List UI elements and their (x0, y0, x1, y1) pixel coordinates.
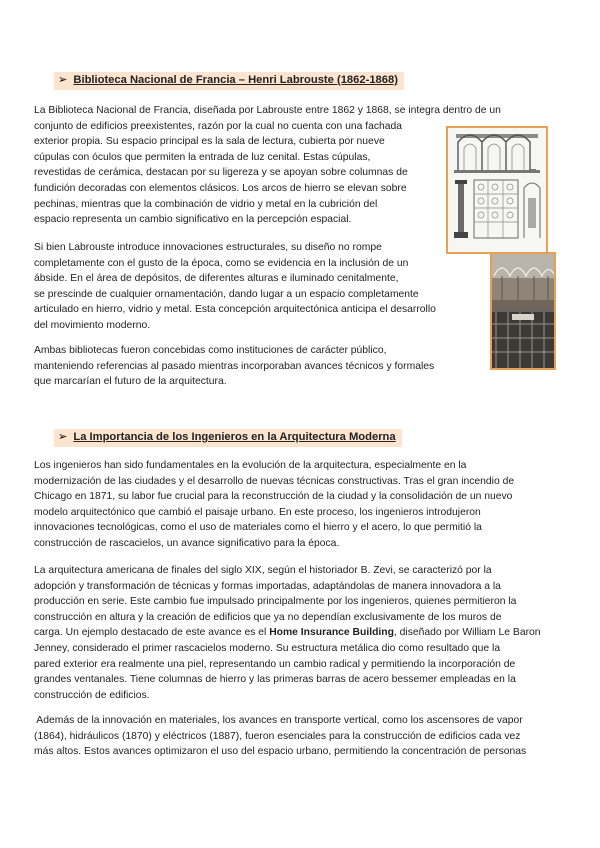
text-line: conjunto de edificios preexistentes, razón por la cual no cuenta con una fachada (34, 120, 403, 132)
text-line: La arquitectura americana de finales del siglo XIX, según el historiador B. Zevi, se caracterizó por la (34, 565, 492, 576)
paragraph-biblioteca-1 (34, 103, 501, 228)
text-line: construcción de edificios. (34, 689, 150, 701)
text-line: construcción de rascacielos, un avance significativo para la época. (34, 537, 340, 549)
library-photo-image (492, 254, 554, 368)
labrouste-section-drawing (446, 126, 548, 254)
paragraph-ingenieros-3 (34, 713, 526, 760)
text-line: pechinas, mientras que la combinación de vidrio y metal en la cubrición del (34, 198, 378, 210)
text-line: (1864), hidráulicos (1870) y eléctricos (1887), fueron esenciales para la construcción de edificios cada vez (34, 730, 521, 742)
text-line: Chicago en 1871, su labor fue crucial para la reconstrucción de la ciudad y la consolidación de un nuevo (34, 491, 513, 503)
text-line: adopción y transformación de técnicas y formas importadas, adaptándolas de manera innovadora a la (34, 580, 501, 592)
text-line: cúpulas con óculos que permiten la entrada de luz cenital. Estas cúpulas, (34, 151, 371, 163)
text-line: revestidas de cerámica, destacan por su ligereza y se apoyan sobre columnas de (34, 167, 408, 179)
text-line: espacio representa un cambio significativo en la percepción espacial. (34, 214, 352, 226)
reading-room-photos (490, 252, 556, 370)
text-line: grandes ventanales. Tiene columnas de hierro y las primeras barras de acero bessemer empleadas en la (34, 674, 516, 686)
home-insurance-building-term: Home Insurance Building (269, 627, 394, 639)
text-line: completamente con el gusto de la época, como se evidencia en la inclusión de un (34, 257, 409, 269)
text-line: articulado en hierro, vidrio y metal. Esta concepción arquitectónica anticipa el desarrollo (34, 304, 436, 316)
paragraph-biblioteca-2 (34, 240, 436, 334)
text-line: Jenney, considerado el primer rascacielos moderno. Su estructura metálica dio como resultado que la (34, 642, 501, 654)
text-fragment: , diseñado por William Le Baron (393, 627, 541, 639)
text-line: se prescinde de cualquier ornamentación, dando lugar a un espacio completamente (34, 288, 419, 300)
text-line: La Biblioteca Nacional de Francia, diseñada por Labrouste entre 1862 y 1868, se integra dentro de un (34, 105, 501, 116)
text-line: Los ingenieros han sido fundamentales en la evolución de la arquitectura, especialmente en la (34, 460, 467, 471)
text-line: producción en serie. Este cambio fue impulsado principalmente por los ingenieros, quienes permitieron la (34, 596, 517, 608)
text-line: modernización de las ciudades y el desarrollo de nuevas técnicas constructivas. Tras el gran incendio de (34, 475, 515, 487)
text-line: construcción en altura y la creación de edificios que ya no dependían exclusivamente de los muros de (34, 611, 502, 623)
text-line: modelo arquitectónico que cambió el paisaje urbano. En este proceso, los ingenieros introdujeron (34, 506, 481, 518)
text-line: manteniendo referencias al pasado mientras incorporaban avances técnicos y formales (34, 360, 435, 372)
section-heading-ingenieros (54, 429, 402, 447)
text-line: fundición decoradas con elementos clásicos. Los arcos de hierro se elevan sobre (34, 182, 407, 194)
text-line: innovaciones tecnológicas, como el uso de materiales como el hierro y el acero, lo que permitió la (34, 522, 482, 534)
section-heading-biblioteca (54, 72, 404, 90)
text-line: Ambas bibliotecas fueron concebidas como instituciones de carácter público, (34, 345, 387, 356)
arrowhead-bullet-icon: ➢ (58, 74, 68, 86)
section-title: La Importancia de los Ingenieros en la Arquitectura Moderna (73, 431, 396, 443)
text-line: que marcarían el futuro de la arquitectura. (34, 376, 227, 388)
paragraph-ingenieros-1 (34, 458, 514, 552)
text-line: ábside. En el área de depósitos, de diferentes alturas e iluminado cenitalmente, (34, 273, 399, 285)
text-line: del movimiento moderno. (34, 319, 151, 331)
text-line: exterior propia. Su espacio principal es la sala de lectura, cubierta por nueve (34, 136, 385, 148)
text-line: pared exterior era realmente una piel, representando un cambio radical y permitiendo la incorporación de (34, 658, 516, 670)
text-line-with-bold (34, 625, 541, 641)
text-line: Si bien Labrouste introduce innovaciones estructurales, su diseño no rompe (34, 242, 382, 253)
section-title: Biblioteca Nacional de Francia – Henri Labrouste (1862-1868) (73, 74, 398, 86)
paragraph-biblioteca-3 (34, 343, 434, 390)
text-line: más altos. Estos avances optimizaron el uso del espacio urbano, permitiendo la concentración de personas (34, 746, 527, 758)
text-line: Además de la innovación en materiales, los avances en transporte vertical, como los ascensores de vapor (34, 715, 523, 726)
architectural-drawing-image (448, 128, 546, 252)
text-fragment: carga. Un ejemplo destacado de este avance es el (34, 627, 270, 639)
paragraph-ingenieros-2 (34, 563, 541, 703)
arrowhead-bullet-icon: ➢ (58, 431, 68, 443)
